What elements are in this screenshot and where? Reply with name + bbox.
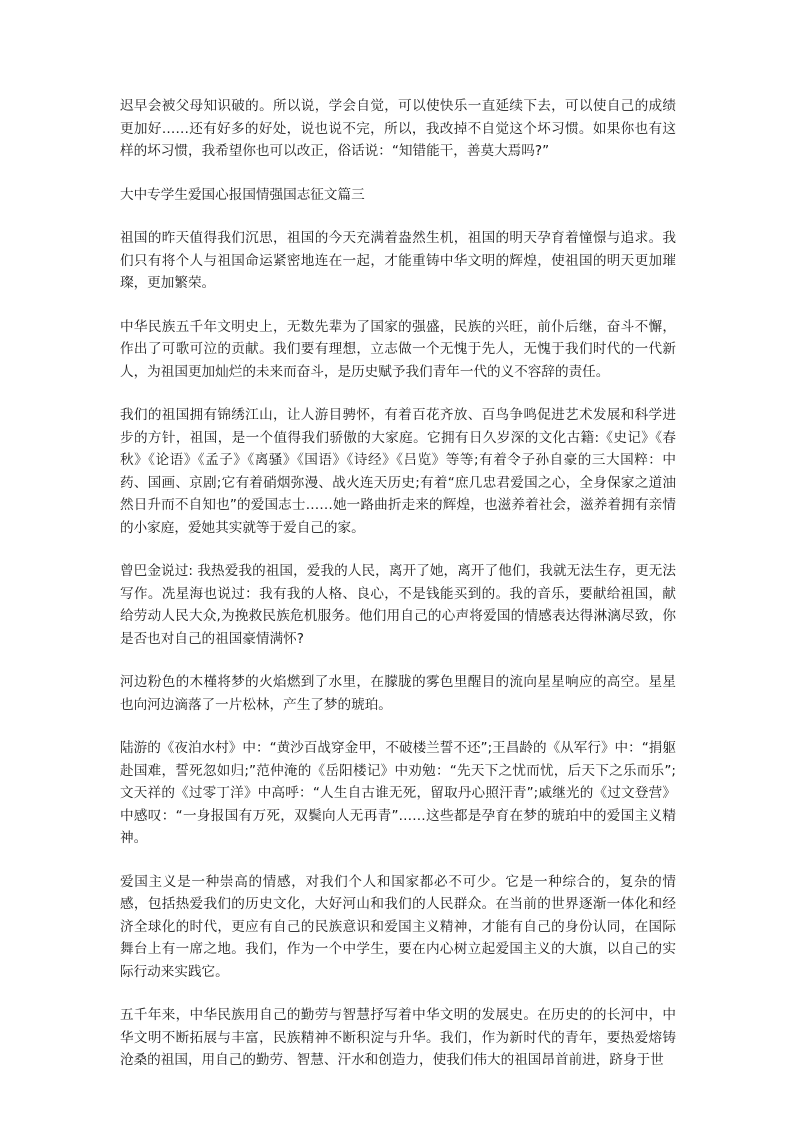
body-paragraph-2: 中华民族五千年文明史上，无数先辈为了国家的强盛，民族的兴旺，前仆后继，奋斗不懈，作出了可歌可泣的贡献。我们要有理想，立志做一个无愧于先人，无愧于我们时代的一代新人，为祖国更加灿烂的未来而奋斗，是历史赋予我们青年一代的义不容辞的责任。 [120, 318, 676, 380]
body-paragraph-8: 五千年来，中华民族用自己的勤劳与智慧抒写着中华文明的发展史。在历史的的长河中，中华文明不断拓展与丰富，民族精神不断积淀与升华。我们，作为新时代的青年，要热爱熔铸沧桑的祖国，用自己的勤劳、智慧、汗水和创造力，使我们伟大的祖国昂首前进，跻身于世 [120, 1007, 676, 1068]
intro-paragraph: 迟早会被父母知识破的。所以说，学会自觉，可以使快乐一直延续下去，可以使自己的成绩更加好……还有好多的好处，说也说不完，所以，我改掉不自觉这个坏习惯。如果你也有这样的坏习惯，我希望你也可以改正，俗话说：“知错能干，善莫大焉吗?” [120, 98, 676, 159]
body-paragraph-7: 爱国主义是一种崇高的情感，对我们个人和国家都必不可少。它是一种综合的，复杂的情感，包括热爱我们的历史文化，大好河山和我们的人民群众。在当前的世界逐渐一体化和经济全球化的时代，更应有自己的民族意识和爱国主义精神，才能有自己的身份认同，在国际舞台上有一席之地。我们，作为一个中学生，要在内心树立起爱国主义的大旗，以自己的实际行动来实践它。 [120, 873, 676, 980]
body-paragraph-3: 我们的祖国拥有锦绣江山，让人游目骋怀，有着百花齐放、百鸟争鸣促进艺术发展和科学进步的方针，祖国，是一个值得我们骄傲的大家庭。它拥有日久岁深的文化古籍:《史记》《春秋》《论语》《孟子》《离骚》《国语》《诗经》《吕览》等等;有着令子孙自豪的三大国粹：中药、国画、京剧;它有着硝烟弥漫、战火连天历史;有着“庶几忠君爱国之心，全身保家之道油然日升而不自知也”的爱国志士……她一路曲折走来的辉煌，也滋养着社会，滋养着拥有亲情的小家庭，爱她其实就等于爱自己的家。 [120, 407, 676, 536]
body-paragraph-4: 曾巴金说过: 我热爱我的祖国，爱我的人民，离开了她，离开了他们，我就无法生存，更无法写作。冼星海也说过：我有我的人格、良心，不是钱能买到的。我的音乐，要献给祖国，献给劳动人民大众,为挽救民族危机服务。他们用自己的心声将爱国的情感表达得淋漓尽致，你是否也对自己的祖国豪情满怀? [120, 563, 676, 647]
document-page [120, 95, 676, 1093]
body-paragraph-1: 祖国的昨天值得我们沉思，祖国的今天充满着盎然生机，祖国的明天孕育着憧憬与追求。我们只有将个人与祖国命运紧密地连在一起，才能重铸中华文明的辉煌，使祖国的明天更加璀璨，更加繁荣。 [120, 230, 676, 291]
body-paragraph-6: 陆游的《夜泊水村》中：“黄沙百战穿金甲，不破楼兰誓不还”;王昌龄的《从军行》中：“捐躯赴国难，誓死忽如归;”范仲淹的《岳阳楼记》中劝勉：“先天下之忧而忧，后天下之乐而乐”;文天祥的《过零丁洋》中高呼：“人生自古谁无死，留取丹心照汗青”;戚继光的《过文登营》中感叹：“一身报国有万死，双鬓向人无再青”……这些都是孕育在梦的琥珀中的爱国主义精神。 [120, 740, 676, 846]
body-paragraph-5: 河边粉色的木槿将梦的火焰燃到了水里，在朦胧的雾色里醒目的流向星星响应的高空。星星也向河边滴落了一片松林，产生了梦的琥珀。 [120, 674, 676, 713]
section-title: 大中专学生爱国心报国情强国志征文篇三 [120, 186, 365, 203]
